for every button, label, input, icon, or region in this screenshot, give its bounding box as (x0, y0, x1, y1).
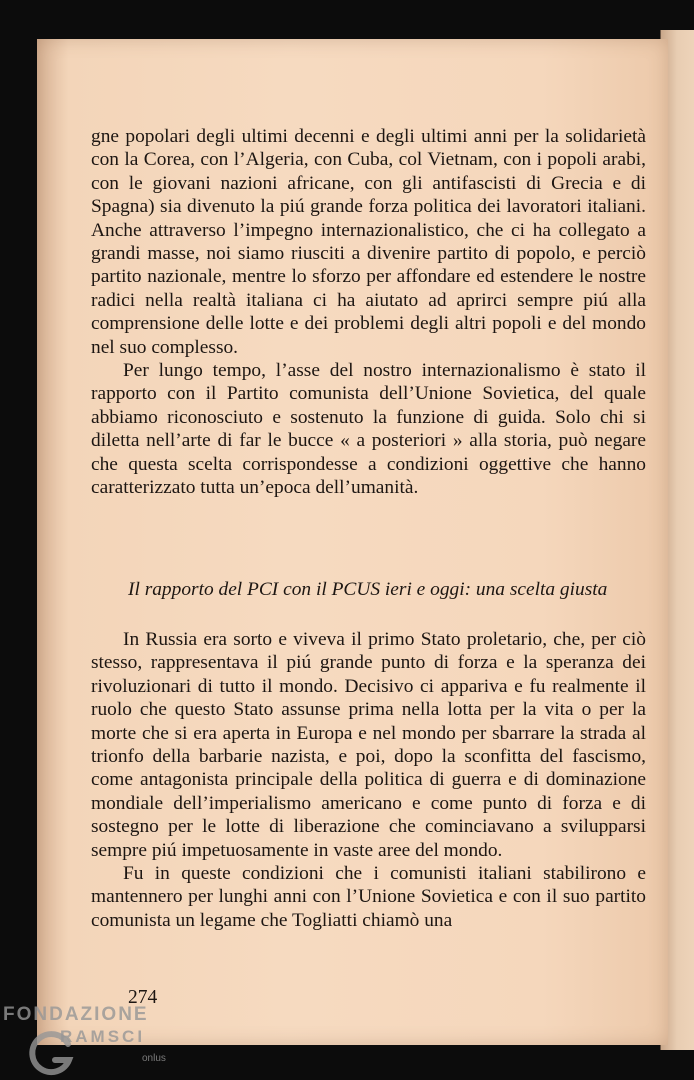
body-text-top (91, 125, 646, 500)
paragraph-internationalism: gne popolari degli ultimi decenni e degli ultimi anni per la solidarietà con la Corea, con l’Algeria, con Cuba, col Vietnam, con i popoli arabi, con le giovani nazioni africane, con gli antifascisti di Grecia e di Spagna) sia divenuto la piú grande forza politica dei lavoratori italiani. Anche attraverso l’impegno internazionalistico, che ci ha collegato a grandi masse, noi siamo riusciti a divenire partito di popolo, e perciò partito nazionale, mentre lo sforzo per affondare ed estendere le nostre radici nella realtà italiana ci ha aiutato ad aprirci sempre piú alla comprensione delle lotte e dei problemi degli altri popoli e del mondo nel suo complesso. (91, 126, 646, 358)
watermark-title: FONDAZIONE (3, 1004, 149, 1025)
paragraph-pcus-relationship: Per lungo tempo, l’asse del nostro internazionalismo è stato il rapporto con il Partito comunista dell’Unione Sovietica, del quale abbiamo riconosciuto e sostenuto la funzione di guida. Solo chi si diletta nell’arte di far le bucce « a posteriori » alla storia, può negare che questa scelta corrispondesse a condizioni oggettive che hanno caratterizzato tutta un’epoca dell’umanità. (91, 360, 646, 499)
page-number: 274 (128, 987, 158, 1008)
watermark-subtitle: RAMSCI (60, 1027, 146, 1046)
paragraph-russia: In Russia era sorto e viveva il primo Stato proletario, che, per ciò stesso, rappresentava il piú grande punto di forza e la speranza dei rivoluzionari di tutto il mondo. Decisivo ci appariva e fu realmente il ruolo che questo Stato assunse prima nella lotta per la vita o per la morte che si era aperta in Europa e nel mondo per sbarrare la strada al trionfo della barbarie nazista, e poi, dopo la sconfitta del fascismo, come antagonista principale della politica di guerra e di dominazione mondiale dell’imperialismo americano e come punto di forza e di sostegno per le lotte di liberazione che cominciavano a svilupparsi sempre piú impetuosamente in vaste aree del mondo. (91, 629, 646, 861)
watermark-suffix: onlus (142, 1053, 166, 1064)
paragraph-conditions: Fu in queste condizioni che i comunisti italiani stabilirono e mantennero per lunghi anni con l’Unione Sovietica e con il suo partito comunista un legame che Togliatti chiamò una (91, 863, 646, 931)
body-text-bottom (91, 628, 646, 932)
watermark (0, 1000, 200, 1080)
section-heading: Il rapporto del PCI con il PCUS ieri e oggi: una scelta giusta (128, 579, 608, 600)
